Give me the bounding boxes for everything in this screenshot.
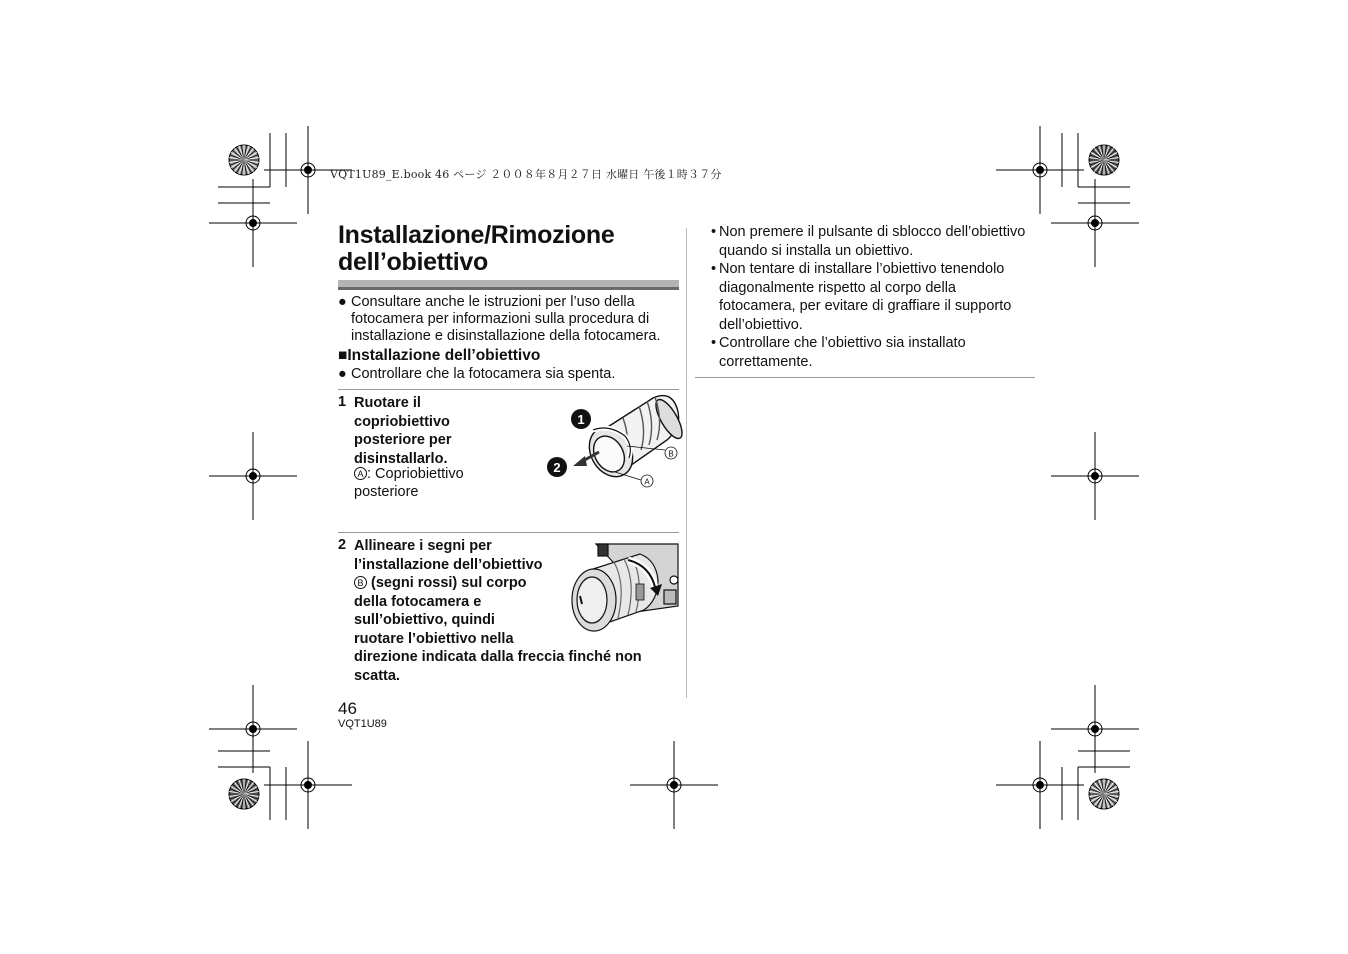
bullet-dot: ● xyxy=(338,294,347,310)
intro-note xyxy=(338,294,683,345)
page-number: 46 xyxy=(338,699,357,718)
section-marker: ■ xyxy=(338,347,348,364)
title-underline-bar xyxy=(338,280,679,290)
callout-a-mark: A xyxy=(354,467,367,480)
note-text: Controllare che l’obiettivo sia installato correttamente. xyxy=(719,335,966,370)
step-1-line: Ruotare il xyxy=(354,395,421,411)
starburst-mark-icon xyxy=(1089,145,1119,175)
registration-target-icon xyxy=(264,741,352,829)
bullet-dot: • xyxy=(711,224,717,240)
bullet-dot: ● xyxy=(338,366,347,382)
registration-target-icon xyxy=(630,741,718,829)
document-code: VQT1U89 xyxy=(338,718,387,730)
page-title-line2: dell’obiettivo xyxy=(338,248,488,276)
divider-rule xyxy=(338,532,679,533)
note-item xyxy=(711,260,1036,334)
lens-rear-cap-illustration xyxy=(543,390,683,492)
print-slug-line: VQT1U89_E.book 46 ページ ２００８年８月２７日 水曜日 午後１時３７分 xyxy=(330,168,722,181)
step-1-caption xyxy=(354,466,544,501)
lens-mount-illustration xyxy=(570,540,682,636)
registration-target-icon xyxy=(209,685,297,773)
step-1-line: disinstallarlo. xyxy=(354,450,448,467)
registration-target-icon xyxy=(209,432,297,520)
step-2-line: della fotocamera e xyxy=(354,593,482,610)
section-heading xyxy=(338,347,540,365)
step-1-line: posteriore per xyxy=(354,432,452,448)
step-2-line: scatta. xyxy=(354,667,400,684)
starburst-mark-icon xyxy=(229,145,259,175)
section-note-text: Controllare che la fotocamera sia spenta. xyxy=(351,366,616,382)
bullet-dot: • xyxy=(711,335,717,351)
note-text: Non premere il pulsante di sblocco dell’obiettivo quando si installa un obiettivo. xyxy=(719,224,1026,259)
step-2-line: ruotare l’obiettivo nella xyxy=(354,630,514,647)
step-1-instruction xyxy=(354,394,544,468)
registration-target-icon xyxy=(1051,432,1139,520)
registration-target-icon xyxy=(209,179,297,267)
registration-target-icon xyxy=(1051,685,1139,773)
starburst-mark-icon xyxy=(1089,779,1119,809)
step-2-line: sull’obiettivo, quindi xyxy=(354,612,495,628)
step-2-line: (segni rossi) sul corpo xyxy=(367,575,527,591)
page-title-line1: Installazione/Rimozione xyxy=(338,221,615,249)
registration-target-icon xyxy=(996,126,1084,214)
registration-target-icon xyxy=(1051,179,1139,267)
step-2-number: 2 xyxy=(338,537,347,553)
badge-1: 1 xyxy=(577,412,585,427)
column-divider xyxy=(686,228,687,698)
badge-2: 2 xyxy=(553,460,561,475)
step-1-number: 1 xyxy=(338,394,347,410)
note-text: Non tentare di installare l’obiettivo tenendolo diagonalmente rispetto al corpo della fotocamera, per evitare di graffiare il supporto dell’obiettivo. xyxy=(719,261,1012,333)
note-item xyxy=(711,334,1036,371)
step-1-line: copriobiettivo xyxy=(354,413,450,430)
note-item xyxy=(711,223,1036,260)
callout-a-mark: A xyxy=(644,477,650,487)
step-2-line: Allineare i segni per xyxy=(354,538,492,554)
section-note xyxy=(338,366,683,383)
step-2-line: l’installazione dell’obiettivo xyxy=(354,556,543,573)
section-heading-text: Installazione dell’obiettivo xyxy=(347,347,541,364)
notes-bottom-rule xyxy=(695,377,1035,378)
page-title xyxy=(338,222,688,276)
starburst-mark-icon xyxy=(229,779,259,809)
step-1-caption-line2: posteriore xyxy=(354,483,419,500)
step-1-caption-text: : Copriobiettivo xyxy=(367,466,464,482)
bullet-dot: • xyxy=(711,261,717,277)
intro-text: Consultare anche le istruzioni per l’uso della fotocamera per informazioni sulla procedura di installazione e disinstallazione della fotocamera. xyxy=(351,294,661,344)
callout-b-mark: B xyxy=(354,576,367,589)
registration-target-icon xyxy=(996,741,1084,829)
step-2-line: direzione indicata dalla freccia finché non xyxy=(354,649,642,665)
callout-b-mark: B xyxy=(668,449,674,459)
